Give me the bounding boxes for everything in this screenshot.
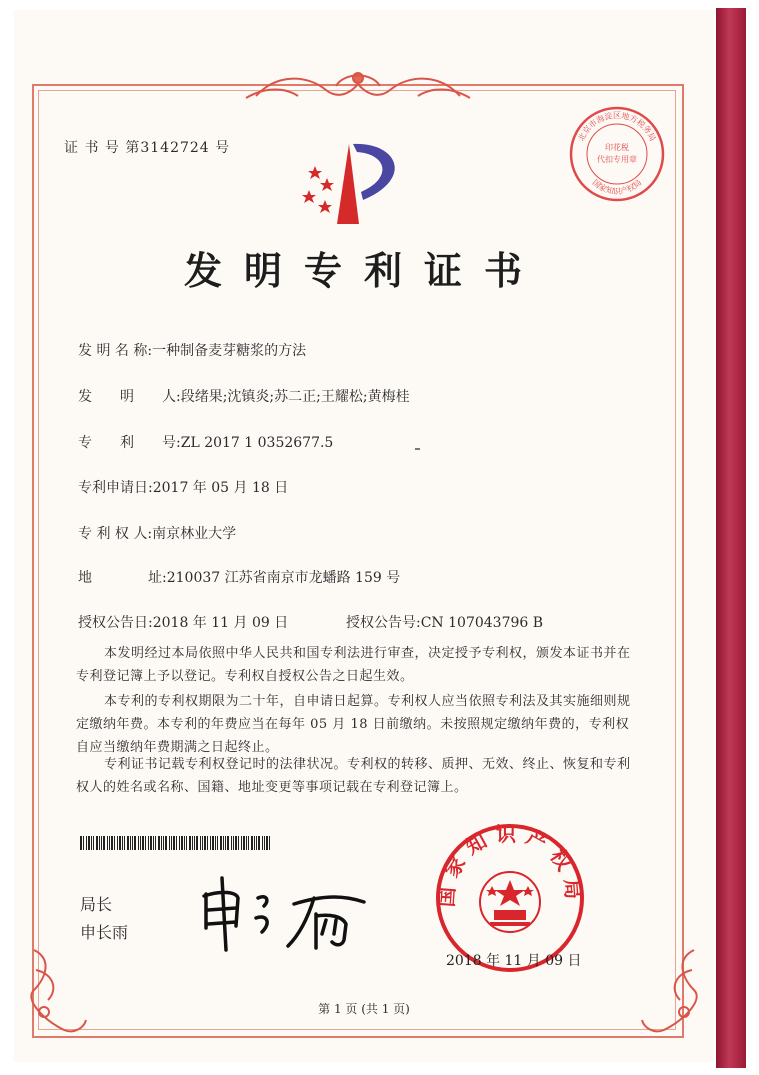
barcode-icon [80,836,270,850]
patentee-label: 专 利 权 人: [78,526,153,542]
inventors-value: 段绪果;沈镇炎;苏二正;王耀松;黄梅桂 [180,389,410,405]
patent-number-label: 专 利 号: [78,435,181,451]
bottom-right-ornament-icon [634,940,704,1040]
svg-text:北京市海淀区地方税务局 [576,110,658,142]
patent-number-value: ZL 2017 1 0352677.5 [180,435,334,451]
bottom-left-ornament-icon [24,940,94,1040]
seal-small-inner-2: 代扣专用章 [597,155,637,164]
seal-small-outer: 北京市海淀区地方税务局 [576,111,658,143]
svg-text:国家知识产权局 [591,178,644,196]
tax-stamp-seal-icon [567,104,667,204]
address-value: 210037 江苏省南京市龙蟠路 159 号 [166,570,401,586]
paragraph-2: 本专利的专利权期限为二十年，自申请日起算。专利权人应当依照专利法及其实施细则规定缴纳年费。本专利的年费应当在每年 05 月 18 日前缴纳。未按照规定缴纳年费的，专利权自应当缴纳年费期满之日起终止。 [76,694,631,755]
grant-date-value: 2018 年 11 月 09 日 [152,615,289,631]
grant-number-value: CN 107043796 B [420,615,544,631]
page-footer: 第 1 页 (共 1 页) [318,1002,410,1016]
binding-spine [716,8,746,1068]
paragraph-3: 专利证书记载专利权登记时的法律状况。专利权的转移、质押、无效、终止、恢复和专利权人的姓名或名称、国籍、地址变更等事项记载在专利登记簿上。 [76,757,631,795]
patent-number-row [78,432,333,452]
paragraph-1: 本发明经过本局依照中华人民共和国专利法进行审查，决定授予专利权，颁发本证书并在专利登记簿上予以登记。专利权自授权公告之日起生效。 [76,646,631,684]
seal-big-text: 国家知识产权局 [434,822,586,908]
director-title: 局长 [80,895,113,914]
invention-name-row [78,340,306,360]
seal-small-bottom: 国家知识产权局 [590,177,644,196]
grant-number-label: 授权公告号: [346,615,421,631]
top-ornament-icon [236,66,480,106]
address-row [78,567,400,587]
print-speck [415,448,420,450]
filing-date-label: 专利申请日: [78,480,153,496]
patent-office-logo-icon [297,138,415,228]
patentee-value: 南京林业大学 [152,526,237,542]
seal-date: 2018 年 11 月 09 日 [446,953,582,969]
grant-date-row [78,612,288,632]
director-signature [196,874,376,954]
page-title: 发明专利证书 [183,248,544,293]
certificate-number: 证 书 号 第3142724 号 [64,140,231,156]
address-label: 地 址: [78,570,167,586]
invention-name-value: 一种制备麦芽糖浆的方法 [152,343,307,359]
seal-small-inner-1: 印花税 [605,143,629,152]
certificate-page [14,10,714,1062]
filing-date-row [78,477,288,497]
filing-date-value: 2017 年 05 月 18 日 [152,480,289,496]
grant-date-label: 授权公告日: [78,615,153,631]
invention-name-label: 发 明 名 称: [78,343,153,359]
director-name: 申长雨 [80,923,129,942]
patentee-row [78,523,236,543]
inventors-label: 发 明 人: [78,389,181,405]
inventors-row [78,386,410,406]
grant-number-row [346,612,543,632]
